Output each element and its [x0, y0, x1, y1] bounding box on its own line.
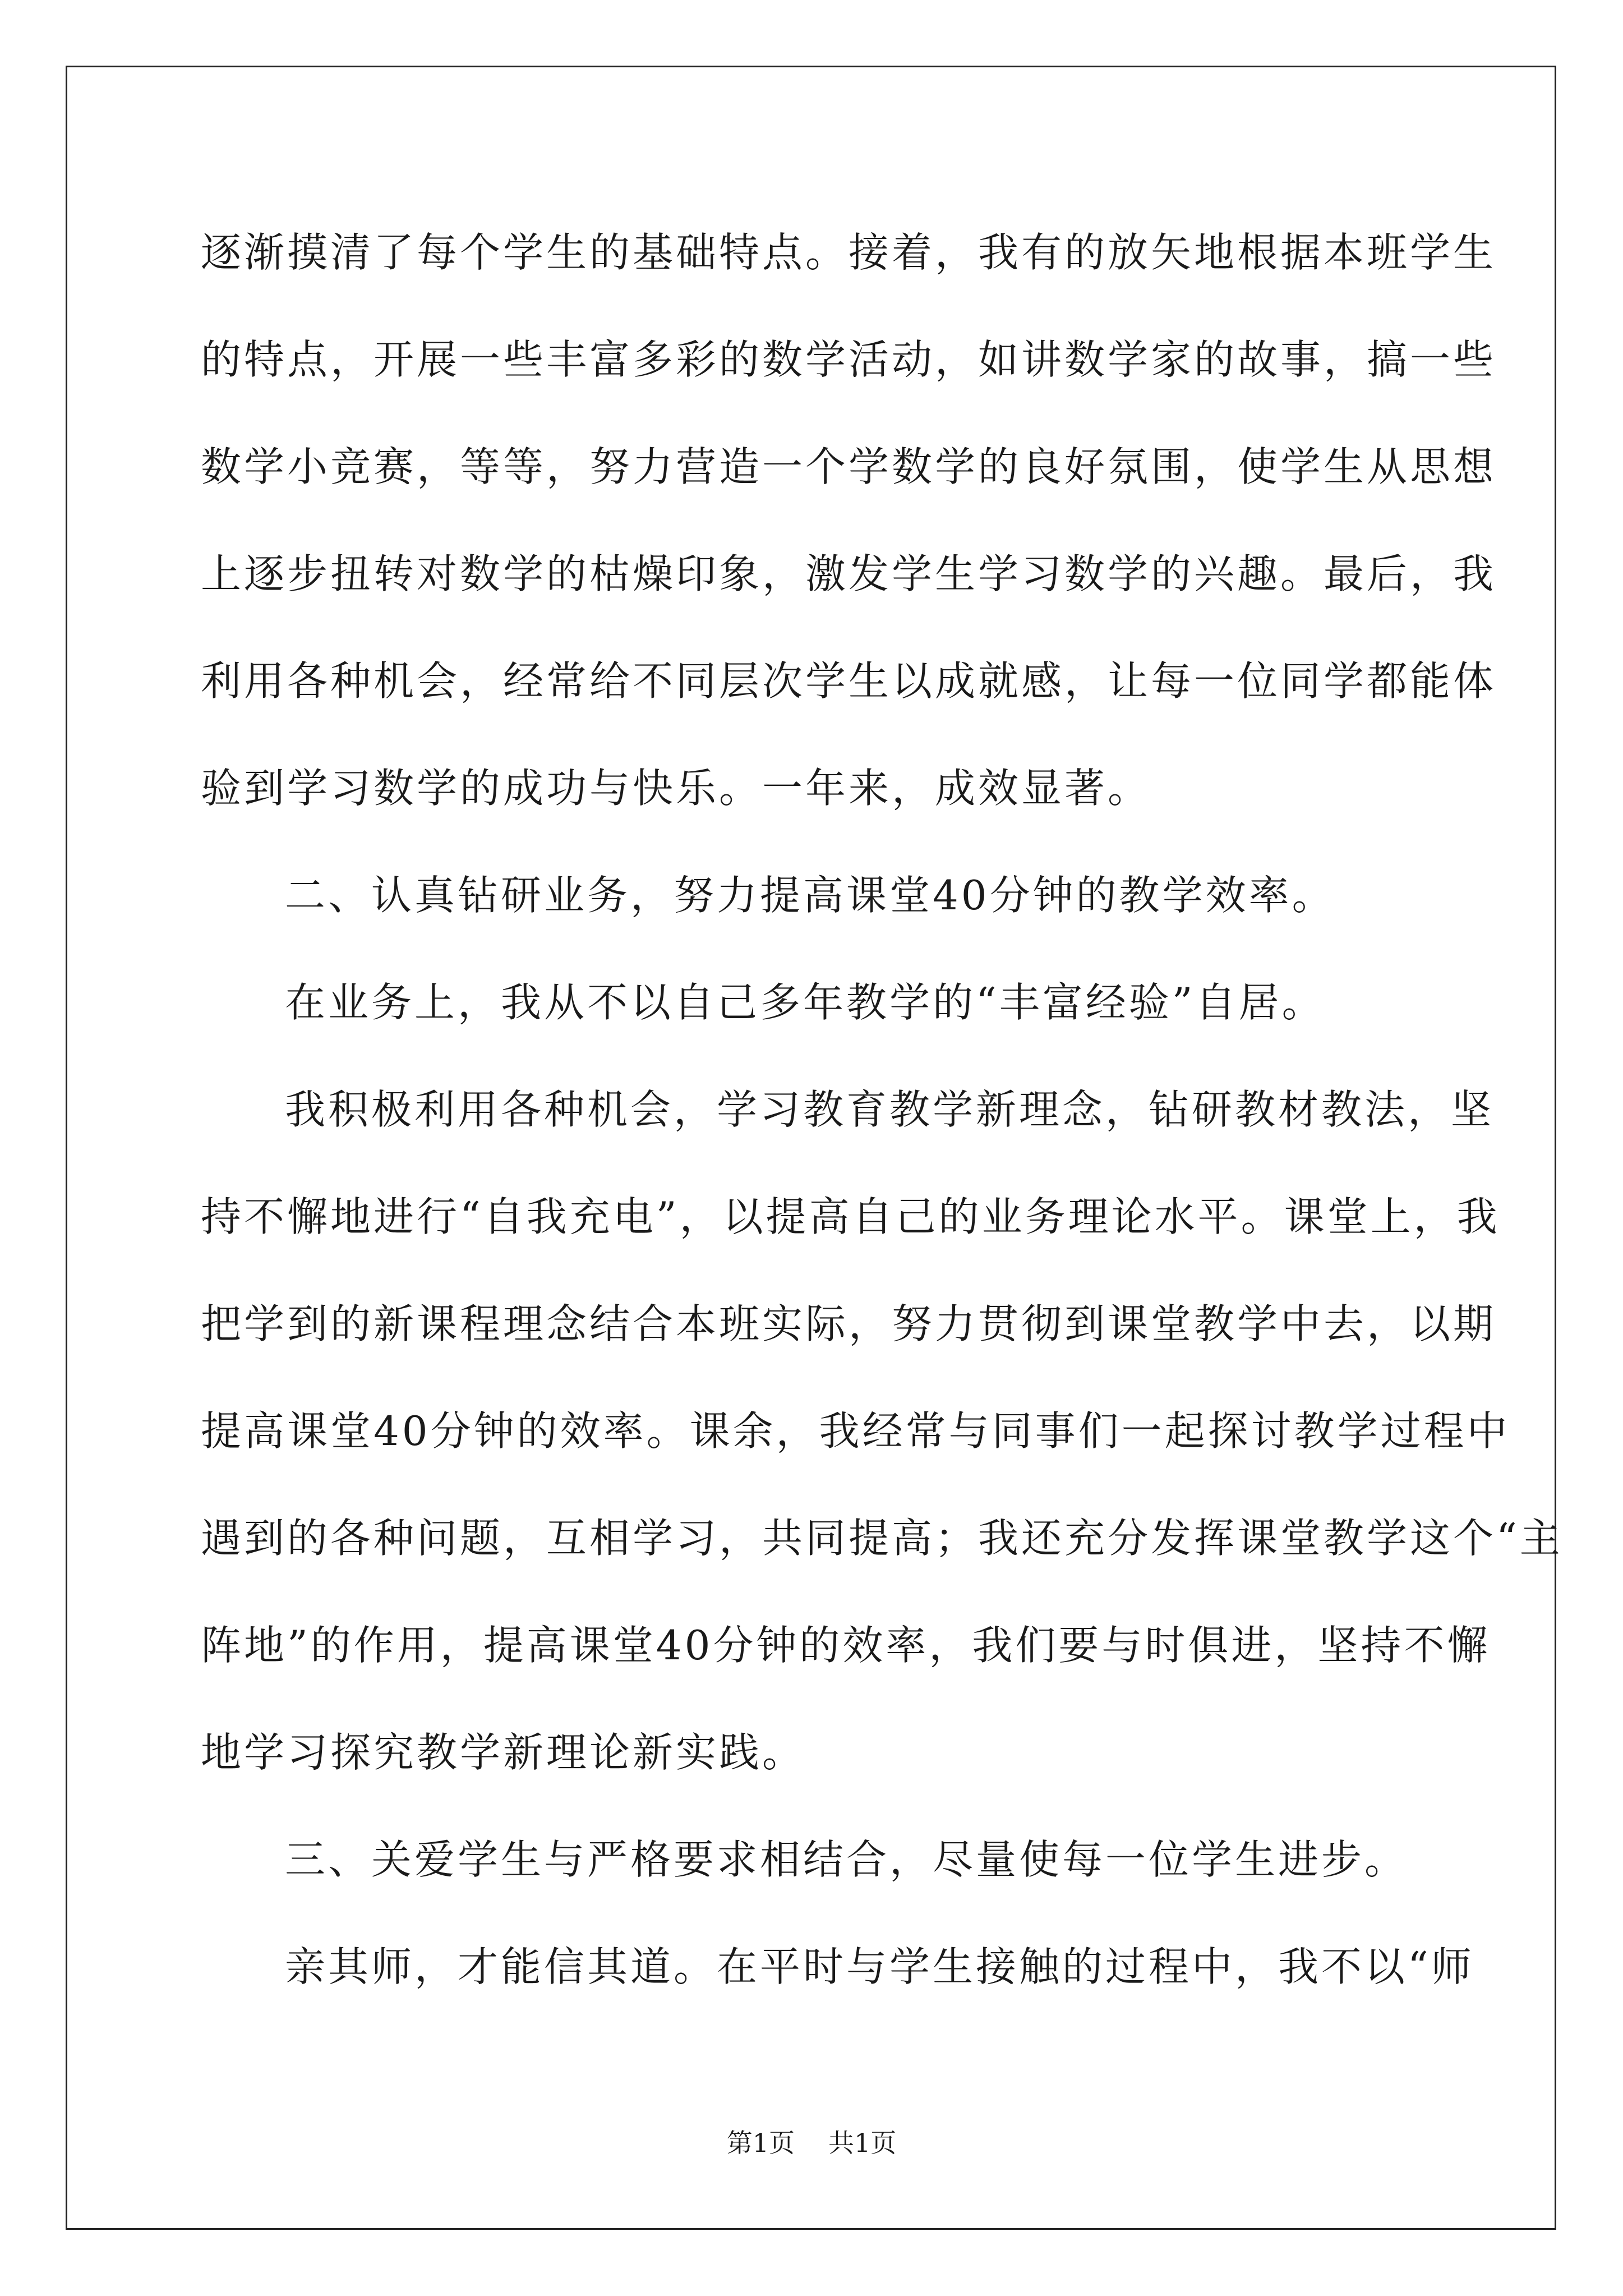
text-line: 持不懈地进行“自我充电”，以提高自己的业务理论水平。课堂上，我 — [201, 1193, 1500, 1240]
page-total: 共1页 — [828, 2128, 897, 2158]
text-line: 数学小竞赛，等等，努力营造一个学数学的良好氛围，使学生从思想 — [201, 443, 1497, 490]
paragraph-start: 亲其师，才能信其道。在平时与学生接触的过程中，我不以“师 — [285, 1943, 1474, 1990]
text-line: 上逐步扭转对数学的枯燥印象，激发学生学习数学的兴趣。最后，我 — [201, 550, 1497, 597]
paragraph-start: 我积极利用各种机会，学习教育教学新理念，钻研教材教法，坚 — [285, 1086, 1495, 1133]
section-heading: 三、关爱学生与严格要求相结合，尽量使每一位学生进步。 — [285, 1836, 1408, 1883]
text-line: 利用各种机会，经常给不同层次学生以成就感，让每一位同学都能体 — [201, 657, 1497, 705]
text-line: 阵地”的作用，提高课堂40分钟的效率，我们要与时俱进，坚持不懈 — [201, 1622, 1491, 1669]
text-line: 验到学习数学的成功与快乐。一年来，成效显著。 — [201, 765, 1151, 812]
text-line: 的特点，开展一些丰富多彩的数学活动，如讲数学家的故事，搞一些 — [201, 336, 1497, 383]
paragraph-start: 在业务上，我从不以自己多年教学的“丰富经验”自居。 — [285, 979, 1325, 1026]
page-number: 第1页 — [726, 2128, 795, 2158]
page-footer — [0, 2126, 1623, 2160]
text-line: 遇到的各种问题，互相学习，共同提高；我还充分发挥课堂教学这个“主 — [201, 1515, 1563, 1562]
text-line: 逐渐摸清了每个学生的基础特点。接着，我有的放矢地根据本班学生 — [201, 229, 1497, 276]
text-line: 提高课堂40分钟的效率。课余，我经常与同事们一起探讨教学过程中 — [201, 1407, 1510, 1455]
document-body — [201, 199, 1563, 2021]
text-line: 把学到的新课程理念结合本班实际，努力贯彻到课堂教学中去，以期 — [201, 1300, 1497, 1347]
text-line: 地学习探究教学新理论新实践。 — [201, 1729, 806, 1776]
section-heading: 二、认真钻研业务，努力提高课堂40分钟的教学效率。 — [285, 872, 1335, 919]
